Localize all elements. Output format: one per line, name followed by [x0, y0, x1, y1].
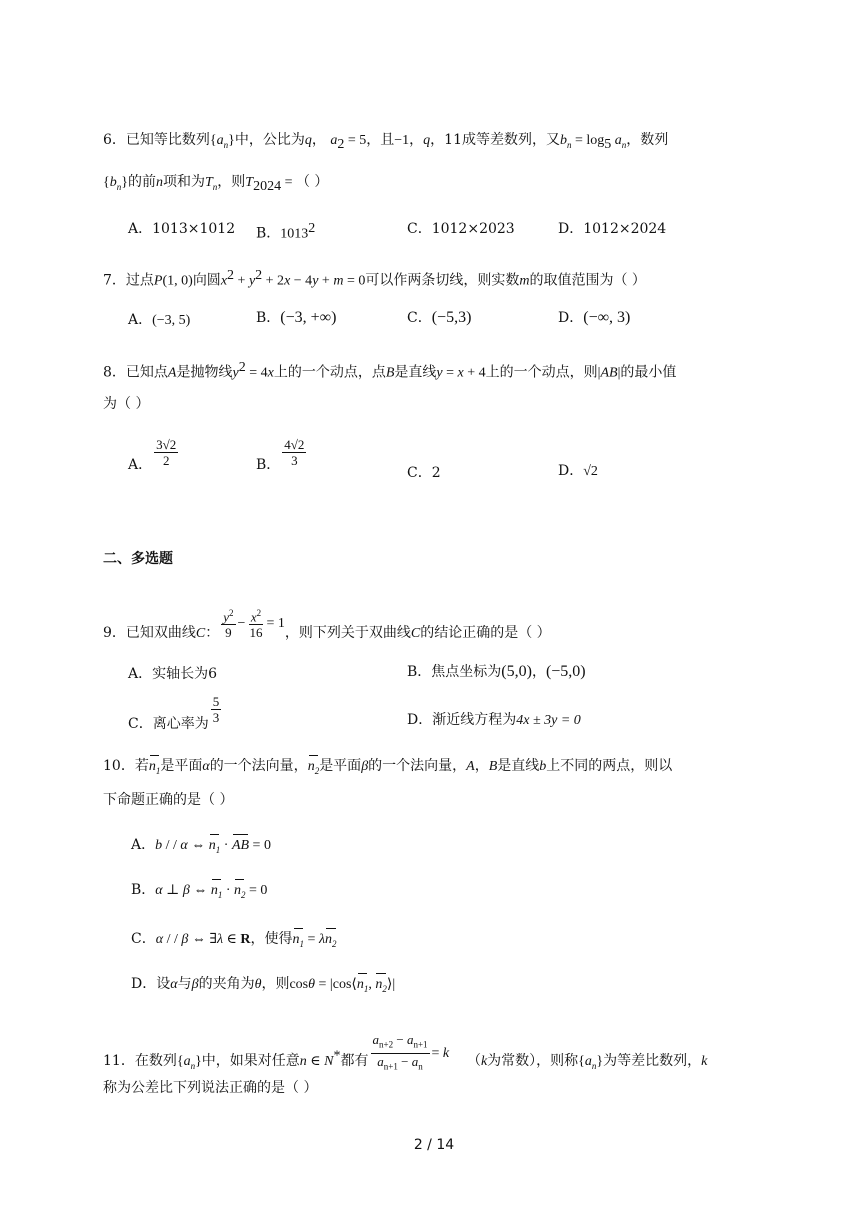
q6-text: ，11成等差数列，又: [430, 132, 560, 148]
q11-text: 都有: [340, 1053, 369, 1070]
q9-option-b-separator: ，: [531, 664, 546, 680]
q11-text: 为等差比数列，: [603, 1053, 702, 1070]
q8-text: 上的一个动点，则: [485, 364, 598, 381]
question-11-line-2: 称为公差比下列说法正确的是（ ）: [103, 1080, 318, 1096]
q11-text: 11．在数列: [103, 1053, 177, 1070]
q10-text: ，: [474, 758, 489, 774]
q6-text: 中，公比为: [234, 132, 305, 148]
q10-option-b-label: B．: [131, 882, 156, 898]
q8-text: 是抛物线: [176, 364, 233, 381]
q10-text: 是直线: [497, 758, 540, 774]
q9-option-b-value-2: (−5,0): [545, 663, 586, 680]
question-6-line-2: $\{b_n\}$的前n项和为$T_n$，则$T_{2024}$ = （ ）: [103, 174, 329, 194]
question-8-line-1: 8．已知点A是抛物线$y^2 = 4x$上的一个动点，点B是直线y = x + 4上的一个动点，则|AB|的最小值: [103, 360, 677, 381]
q8-option-c: C．2: [407, 465, 441, 481]
q11-text: （: [466, 1053, 481, 1070]
q6-text: 的前: [127, 174, 156, 190]
q9-option-b-label: B．焦点坐标为: [407, 664, 502, 680]
q10-text: 的一个法向量，: [209, 758, 308, 774]
q9-option-d-value: 4x ± 3y = 0: [516, 713, 581, 728]
q7-option-c-value: (−5,3): [431, 309, 472, 326]
q9-option-c-label: C．离心率为: [128, 715, 209, 732]
q6-text: ，且: [366, 132, 395, 148]
question-11-line-1: 11．在数列$\{a_n\}$中，如果对任意n ∈ N*都有 $\frac{a_{n+2} - a_{n+1}}{a_{n+1} - a_n}$ = k （k为常数），则称$\{a_n\}$为等差比数列，k: [103, 1040, 707, 1082]
q10-text: 10．若: [103, 758, 149, 774]
q10-text: 是平面: [160, 758, 203, 774]
q10-option-a: A．b / / α ⇔ $n_1$ · AB = 0: [131, 835, 271, 860]
q10-text: 是平面: [319, 758, 362, 774]
q7-text: 向圆: [192, 272, 221, 289]
q8-option-b-fraction: $\frac{4√2}{3}$: [284, 437, 305, 468]
q8-option-a-fraction: $\frac{3√2}{2}$: [156, 437, 177, 468]
q8-option-a: [128, 437, 180, 473]
q10-option-d: D．设α与β的夹角为θ，则$\cos\theta = |\cos⟨n_1$, $n_2⟩|$: [131, 974, 395, 999]
q6-option-a: A．1013×1012: [128, 221, 236, 237]
q6-text: ，则: [217, 174, 246, 190]
q8-option-b-label: B．: [256, 456, 281, 473]
question-9-line-1: 9．已知双曲线C： $\frac{y^2}{9}$ − $\frac{x^2}{16}$ = 1，则下列关于双曲线C的结论正确的是（ ）: [103, 608, 551, 642]
q6-option-d: D．1012×2024: [558, 221, 667, 237]
page-number: 2 / 14: [413, 1137, 455, 1153]
q9-option-b: [407, 662, 586, 682]
q10-option-d-text: 与: [177, 976, 192, 992]
q6-option-b-label: B．: [256, 225, 281, 242]
q8-text: 8．已知点: [103, 364, 168, 381]
q7-option-d-label: D．: [558, 310, 584, 326]
q6-text: 项和为: [162, 174, 205, 190]
q9-hyperbola-term-y: $\frac{y^2}{9}$: [223, 608, 234, 641]
q10-option-a-label: A．: [131, 837, 156, 853]
q8-text: 是直线: [394, 364, 437, 381]
q8-option-a-label: A．: [128, 456, 153, 473]
q6-text: ，数列: [626, 132, 669, 148]
q6-option-b: B．1013$^2$: [256, 221, 316, 242]
q10-option-d-text: ，则: [261, 976, 290, 992]
q11-text: 为常数），则称: [487, 1053, 579, 1070]
question-6-line-1: 6．已知等比数列$\{a_n\}$中，公比为q， $a_2 = 5$，且−1，q，11成等差数列，又$b_n = \log_5 a_n$，数列: [103, 132, 669, 152]
question-10-line-1: 10．若$n_1$是平面α的一个法向量，$n_2$是平面β的一个法向量，A，B是直线b上不同的两点，则以: [103, 756, 672, 781]
question-7-line-1: 7．过点P(1, 0)向圆$x^2 + y^2 + 2x - 4y + m = 0$可以作两条切线，则实数m的取值范围为（ ）: [103, 268, 646, 289]
q6-text: 6．已知等比数列: [103, 132, 210, 148]
q11-text: 中，如果对任意: [201, 1053, 300, 1070]
q6-option-c: C．1012×2023: [407, 221, 515, 237]
q7-option-d-value: (−∞, 3): [583, 309, 631, 326]
question-10-line-2: 下命题正确的是（ ）: [103, 792, 234, 808]
q11-ratio-fraction: $\frac{a_{n+2} - a_{n+1}}{a_{n+1} - a_n}$: [372, 1032, 428, 1072]
q9-hyperbola-term-x: $\frac{x^2}{16}$: [249, 608, 263, 641]
q9-option-c-fraction: $\frac{5}{3}$: [212, 694, 220, 725]
q7-option-c-label: C．: [407, 310, 432, 326]
q7-option-b-label: B．: [256, 310, 281, 326]
q6-option-b-value: 1013: [280, 226, 309, 242]
q10-text: 的一个法向量，: [368, 758, 467, 774]
q10-option-c: C．α / / β ⇔ ∃λ ∈ R，使得$n_1 = \lambda n_2$: [131, 929, 337, 954]
q7-option-c: [407, 308, 471, 328]
section-heading-multiple-choice: 二、多选题: [103, 551, 173, 567]
q9-option-b-value-1: (5,0): [501, 663, 532, 680]
q9-text: ：: [205, 625, 220, 642]
q7-option-a: [128, 310, 190, 331]
q6-text: ，: [409, 132, 424, 148]
q6-text: （ ）: [295, 174, 329, 190]
q8-text: 的最小值: [620, 364, 677, 381]
q10-option-d-text: 的夹角为: [198, 976, 255, 992]
question-8-line-2: 为（ ）: [103, 396, 150, 412]
q10-text: 上不同的两点，则以: [546, 758, 673, 774]
q8-option-b: [256, 437, 308, 473]
q7-option-d: [558, 308, 630, 328]
q7-text: 可以作两条切线，则实数: [365, 272, 520, 289]
q9-text: 9．已知双曲线: [103, 625, 196, 642]
q9-option-c: [128, 694, 223, 732]
q9-text: ，则下列关于双曲线: [284, 625, 411, 642]
q9-option-d-label: D．渐近线方程为: [407, 712, 517, 728]
q10-option-c-text: ，使得: [250, 931, 293, 947]
q10-option-c-label: C．: [131, 931, 156, 947]
q7-text: 的取值范围为（ ）: [529, 272, 646, 289]
q7-option-a-label: A．: [128, 312, 153, 328]
q7-option-a-value: (−3, 5): [152, 313, 191, 328]
q7-option-b: [256, 308, 336, 328]
q7-text: 7．过点: [103, 272, 154, 289]
q10-option-d-label: D．设: [131, 976, 171, 992]
q9-option-d: [407, 710, 581, 731]
q9-option-a: A．实轴长为6: [128, 666, 218, 682]
q8-text: 上的一个动点，点: [273, 364, 386, 381]
q9-text: 的结论正确的是（ ）: [420, 625, 551, 642]
q6-text: ，: [311, 132, 326, 148]
q8-option-d: D．√2: [558, 463, 598, 479]
q10-option-b: B．α ⊥ β ⇔ $n_1 \cdot n_2 = 0$: [131, 880, 267, 905]
q7-option-b-value: (−3, +∞): [280, 309, 337, 326]
q8-option-d-label: D．: [558, 463, 584, 479]
